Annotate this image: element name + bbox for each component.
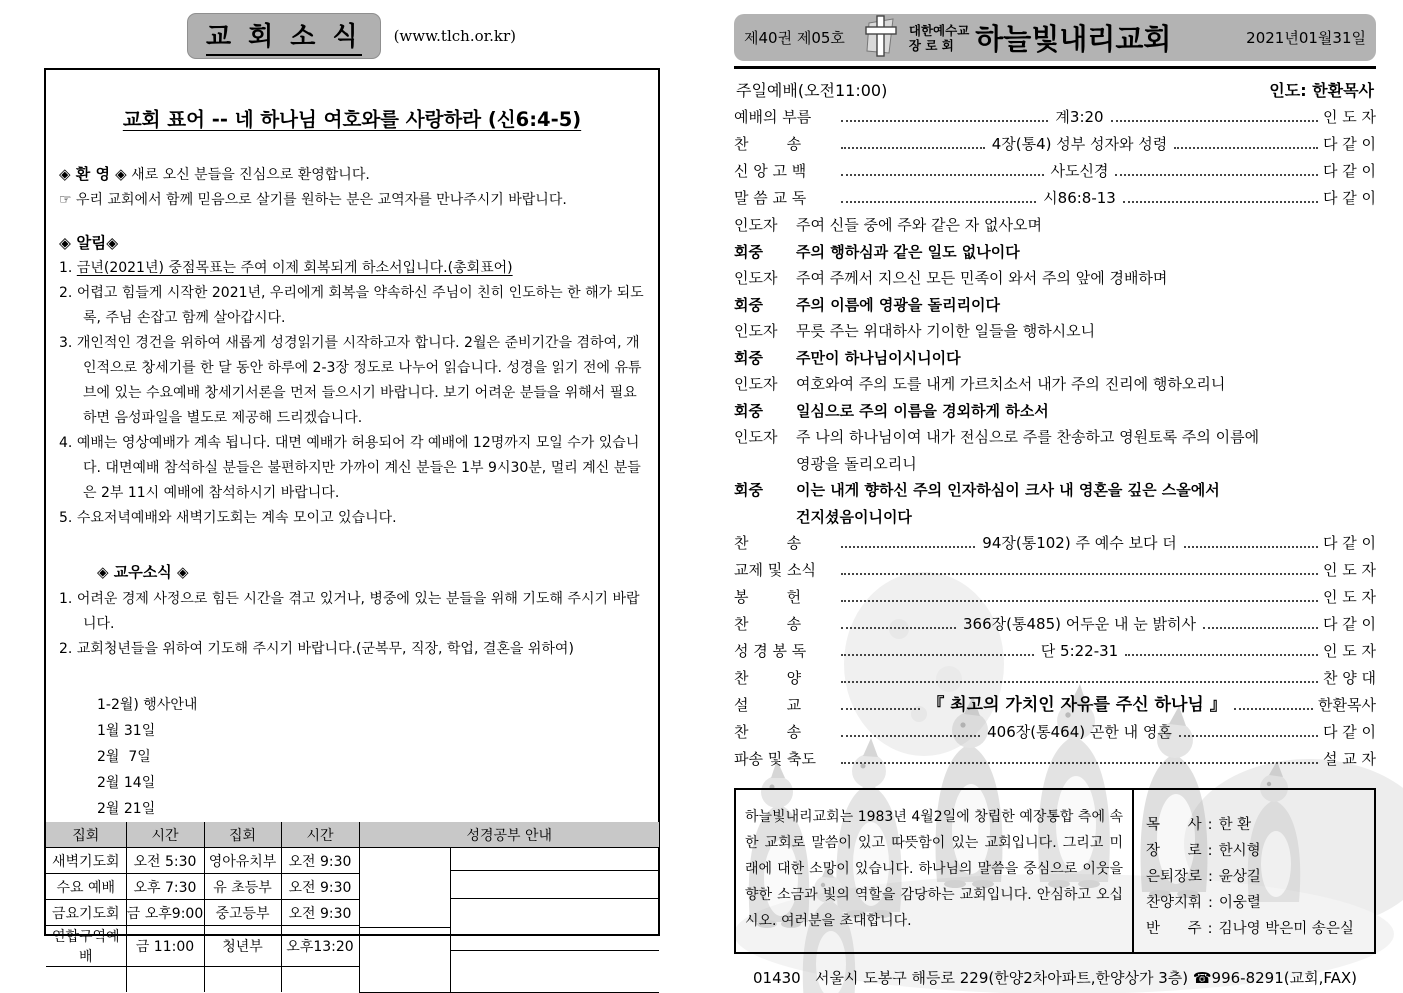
event-date: 2월 7일: [97, 749, 151, 765]
dotted-leader: [841, 762, 1318, 764]
dotted-leader: [841, 600, 1318, 602]
notice-item-text: 금년(2021년) 중점목표는 주여 이제 회복되게 하소서입니다.(총회표어): [76, 260, 513, 276]
member-news-text: 교회청년들을 위하여 기도해 주시기 바랍니다.(군복무, 직장, 학업, 결혼을 위하여): [76, 641, 574, 657]
responsive-reading-line: [734, 345, 1376, 372]
divider: [450, 898, 660, 899]
order-line: [734, 719, 1376, 746]
notice-item: [59, 331, 645, 431]
notice-item-text: 예배는 영상예배가 계속 됩니다. 대면 예배가 허용되어 각 예배에 12명까지 모일 수가 있습니다. 대면예배 참석하실 분들은 불편하지만 가까이 계신 분들은 1부 9시30분, 멀리 계신 분들은 2부 11시 예배에 참석하시기 바랍니다.: [76, 435, 641, 501]
notice-item-text: 개인적인 경건을 위하여 새롭게 성경읽기를 시작하고자 합니다. 2월은 준비기간을 겸하여, 개인적으로 창세기를 한 달 동안 하루에 2-3장 정도로 나누어 읽습니다. 성경을 읽기 전에 유튜브에 있는 수요예배 창세기서론을 먼저 들으시기 바랍니다. 보기 어려운 분들을 위해서 필요하면 음성파일을 별도로 제공해 드리겠습니다.: [76, 335, 642, 426]
responsive-reading-line: [734, 239, 1376, 266]
dotted-leader: [841, 573, 1318, 575]
table-cell: 금 오후9:00: [126, 900, 204, 926]
reading-text: 주여 주께서 지으신 모든 민족이 와서 주의 앞에 경배하며: [796, 269, 1168, 287]
dotted-leader: [1125, 654, 1318, 656]
staff-name: 김나영 박은미 송은실: [1218, 921, 1354, 937]
reading-text: 일심으로 주의 이름을 경외하게 하소서: [796, 401, 1049, 420]
staff-role: 목 사: [1146, 817, 1202, 833]
responsive-reading-line: [734, 477, 1376, 504]
reading-text: 건지셨음이니이다: [796, 507, 912, 526]
church-name: 하늘빛내리교회: [975, 22, 1172, 56]
order-item-label: 예배의 부름: [734, 108, 812, 126]
header-rule: [734, 66, 1376, 69]
staff-line: [1146, 916, 1368, 942]
order-item-content: 406장(통464) 곤한 내 영혼: [987, 723, 1172, 741]
dotted-leader: [841, 147, 985, 149]
church-website-url: (www.tlch.or.kr): [393, 27, 517, 45]
responsive-reading-line: [734, 292, 1376, 319]
dotted-leader: [1111, 120, 1318, 122]
reading-text: 여호와여 주의 도를 내게 가르치소서 내가 주의 진리에 행하오리니: [796, 375, 1226, 393]
staff-line: [1146, 864, 1368, 890]
order-item-by: 인 도 자: [1322, 588, 1376, 606]
order-line: [734, 665, 1376, 692]
order-item-label: 파송 및 축도: [734, 750, 816, 768]
order-item-by: 인 도 자: [1322, 642, 1376, 660]
reading-role: 회중: [734, 348, 763, 367]
dotted-leader: [841, 681, 1318, 683]
notice-item-text: 어렵고 힘들게 시작한 2021년, 우리에게 회복을 약속하신 주님이 친히 인도하는 한 해가 되도록, 주님 손잡고 함께 살아갑시다.: [76, 285, 644, 326]
table-cell: 유 초등부: [204, 874, 281, 900]
event-date: 2월 21일: [97, 801, 156, 817]
order-item-content: 94장(통102) 주 예수 보다 더: [982, 534, 1177, 552]
staff-line: [1146, 838, 1368, 864]
member-news-title: ◈ 교우소식 ◈: [97, 563, 189, 581]
table-cell: 오전 9:30: [281, 848, 359, 874]
notice-item-text: 수요저녁예배와 새벽기도회는 계속 모이고 있습니다.: [76, 510, 397, 526]
order-item-by: 다 같 이: [1322, 723, 1376, 741]
staff-name: 한시형: [1218, 843, 1261, 859]
order-item-by: 다 같 이: [1322, 615, 1376, 633]
cross-icon: [859, 15, 903, 61]
order-item-by: 한환목사: [1318, 696, 1377, 714]
order-line: [734, 584, 1376, 611]
colon: :: [1208, 869, 1213, 885]
dotted-leader: [1203, 627, 1318, 629]
notice-item-number: 4.: [59, 435, 73, 451]
reading-role: 인도자: [734, 375, 778, 393]
dotted-leader: [841, 627, 956, 629]
member-news-item: [59, 587, 645, 637]
staff-name: 한 환: [1218, 817, 1252, 833]
order-item-label: 설 교: [734, 696, 802, 714]
order-item-label: 신 앙 고 백: [734, 162, 807, 180]
order-line: [734, 746, 1376, 773]
church-info-box: [734, 788, 1376, 954]
order-item-label: 찬 송: [734, 135, 802, 153]
table-cell: 오전 9:30: [281, 874, 359, 900]
responsive-reading-line: [734, 504, 1376, 531]
dotted-leader: [841, 708, 920, 710]
divider: [360, 927, 450, 928]
reading-role: 인도자: [734, 322, 778, 340]
announcements-box: [44, 68, 660, 965]
service-title: 주일예배(오전11:00): [736, 81, 888, 100]
service-leader: 인도: 한환목사: [1269, 81, 1374, 100]
dotted-leader: [1179, 735, 1318, 737]
reading-role: [734, 451, 796, 478]
reading-text: 주의 행하심과 같은 일도 없나이다: [796, 242, 1020, 261]
events-schedule: [97, 692, 645, 822]
dotted-leader: [841, 654, 1034, 656]
notice-section-title: ◈ 알림◈: [59, 234, 119, 252]
responsive-reading-line: [734, 212, 1376, 239]
order-line: [734, 104, 1376, 131]
notice-item-number: 1.: [59, 260, 73, 276]
notice-item-number: 3.: [59, 335, 73, 351]
order-item-label: 찬 송: [734, 534, 802, 552]
sermon-title: 『 최고의 가치인 자유를 주신 하나님 』: [927, 695, 1227, 715]
responsive-reading-line: [734, 398, 1376, 425]
bulletin-header-bar: [734, 14, 1376, 61]
order-line: [734, 638, 1376, 665]
reading-role: 회중: [734, 481, 763, 499]
colon: :: [1208, 895, 1213, 911]
colon: :: [1207, 921, 1213, 937]
notice-item: [59, 256, 645, 281]
reading-role: 인도자: [734, 428, 778, 446]
denomination-line2: 장 로 회: [908, 37, 954, 53]
table-cell: 오전 5:30: [126, 848, 204, 874]
reading-role: 회중: [734, 295, 763, 314]
meeting-schedule-table: [46, 822, 659, 993]
column-header: 집회: [46, 822, 126, 848]
table-cell: [204, 967, 281, 993]
column-header: 성경공부 안내: [359, 822, 659, 848]
order-item-label: 교제 및 소식: [734, 561, 816, 579]
dotted-leader: [841, 174, 1044, 176]
dotted-leader: [841, 201, 1036, 203]
reading-text: 주만이 하나님이시니이다: [796, 348, 961, 367]
sermon-line: [734, 692, 1376, 719]
table-cell: 연합구역예배: [46, 926, 126, 967]
dotted-leader: [1123, 201, 1318, 203]
column-header: 집회: [204, 822, 281, 848]
divider: [450, 950, 660, 951]
order-item-by: 다 같 이: [1323, 189, 1377, 207]
table-cell: [126, 967, 204, 993]
member-news-text: 어려운 경제 사정으로 힘든 시간을 겪고 있거나, 병중에 있는 분들을 위해 기도해 주시기 바랍니다.: [76, 591, 640, 632]
masthead-title: 교 회 소 식: [206, 22, 362, 56]
responsive-reading-line: [734, 318, 1376, 345]
divider: [450, 870, 660, 871]
table-cell: 새벽기도회: [46, 848, 126, 874]
responsive-reading-line: [734, 451, 1376, 478]
order-item-label: 봉 헌: [734, 588, 802, 606]
reading-text: 영광을 돌리오리니: [796, 454, 917, 473]
church-description: 하늘빛내리교회는 1983년 4월2일에 창립한 예장통합 측에 속한 교회로 말씀이 있고 따뜻함이 있는 교회입니다. 그리고 미래에 대한 소망이 있습니다. 하나님의 말씀을 중심으로 이웃을 향한 소금과 빛의 역할을 감당하는 교회입니다. 안심하고 오십시오. 여러분을 초대합니다.: [736, 790, 1134, 952]
notice-item: [59, 506, 645, 531]
church-motto: 교회 표어 -- 네 하나님 여호와를 사랑하라 (신6:4-5): [122, 108, 582, 131]
order-item-by: 인 도 자: [1323, 108, 1377, 126]
member-news-number: 2.: [59, 641, 73, 657]
event-date: 2월 14일: [97, 775, 156, 791]
reading-text: 주여 신들 중에 주와 같은 자 없사오며: [796, 216, 1042, 234]
dotted-leader: [1184, 546, 1318, 548]
staff-role: 찬양지휘: [1146, 895, 1203, 911]
bible-study-notes-cell: [359, 848, 659, 993]
order-item-by: 다 같 이: [1322, 534, 1376, 552]
staff-role: 반 주: [1146, 921, 1202, 937]
table-cell: 금 11:00: [126, 926, 204, 967]
colon: :: [1207, 817, 1213, 833]
reading-role: 인도자: [734, 269, 778, 287]
staff-list: [1134, 790, 1374, 952]
staff-name: 이웅렬: [1218, 895, 1261, 911]
order-item-by: 다 같 이: [1322, 135, 1376, 153]
table-cell: 오전 9:30: [281, 900, 359, 926]
table-cell: 오후 7:30: [126, 874, 204, 900]
order-item-by: 찬 양 대: [1322, 669, 1376, 687]
reading-text: 주의 이름에 영광을 돌리리이다: [796, 295, 1001, 314]
church-address-footer: 01430 서울시 도봉구 해등로 229(한양2차아파트,한양상가 3층) ☎996-8291(교회,FAX): [753, 969, 1357, 987]
order-line: [734, 158, 1376, 185]
order-item-label: 찬 송: [734, 615, 802, 633]
order-item-by: 인 도 자: [1322, 561, 1376, 579]
bulletin-left-page: [44, 14, 660, 965]
reading-text: 이는 내게 향하신 주의 인자하심이 크사 내 영혼을 깊은 스올에서: [796, 481, 1220, 499]
staff-name: 윤상길: [1218, 869, 1261, 885]
notice-item: [59, 281, 645, 331]
order-item-content: 366장(통485) 어두운 내 눈 밝히사: [963, 615, 1196, 633]
order-item-label: 말 씀 교 독: [734, 189, 807, 207]
dotted-leader: [841, 735, 980, 737]
order-line: [734, 611, 1376, 638]
event-date: 1월 31일: [97, 723, 156, 739]
welcome-label: ◈ 환 영 ◈: [59, 165, 127, 183]
table-row: [46, 848, 659, 874]
issue-date: 2021년01월31일: [1246, 29, 1366, 47]
masthead: [44, 14, 660, 58]
dotted-leader: [841, 120, 1048, 122]
staff-role: 은퇴장로: [1146, 869, 1203, 885]
dotted-leader: [1174, 147, 1318, 149]
order-item-content: 사도신경: [1050, 162, 1109, 180]
member-news-item: [59, 637, 645, 662]
responsive-reading-line: [734, 371, 1376, 398]
reading-text: 주 나의 하나님이여 내가 전심으로 주를 찬송하고 영원토록 주의 이름에: [796, 428, 1260, 446]
masthead-title-box: [188, 14, 380, 58]
table-cell: [46, 967, 126, 993]
reading-role: [734, 504, 796, 531]
order-item-content: 단 5:22-31: [1040, 642, 1119, 660]
order-item-by: 설 교 자: [1322, 750, 1376, 768]
dotted-leader: [1234, 708, 1313, 710]
reading-role: 인도자: [734, 216, 778, 234]
order-item-label: 성 경 봉 독: [734, 642, 807, 660]
table-cell: 오후13:20: [281, 926, 359, 967]
order-item-content: 계3:20: [1055, 108, 1104, 126]
table-header-row: [46, 822, 659, 848]
column-header: 시간: [126, 822, 204, 848]
welcome-line: [59, 162, 645, 188]
welcome-text: 새로 오신 분들을 진심으로 환영합니다.: [126, 167, 370, 183]
table-cell: 수요 예배: [46, 874, 126, 900]
welcome-note: ☞ 우리 교회에서 함께 믿음으로 살기를 원하는 분은 교역자를 만나주시기 바랍니다.: [59, 192, 567, 208]
order-line: [734, 131, 1376, 158]
dotted-leader: [1115, 174, 1318, 176]
denomination-line1: 대한예수교: [908, 22, 970, 38]
service-title-line: [736, 78, 1374, 101]
staff-line: [1146, 812, 1368, 838]
announcements-body: [46, 70, 658, 822]
order-line: [734, 530, 1376, 557]
order-item-label: 찬 송: [734, 723, 802, 741]
table-cell: 중고등부: [204, 900, 281, 926]
notice-item-number: 5.: [59, 510, 73, 526]
table-cell: 청년부: [204, 926, 281, 967]
responsive-reading-line: [734, 265, 1376, 292]
member-news-number: 1.: [59, 591, 73, 607]
reading-role: 회중: [734, 401, 763, 420]
order-item-content: 4장(통4) 성부 성자와 성령: [991, 135, 1168, 153]
bulletin-right-page: [734, 14, 1376, 988]
reading-text: 무릇 주는 위대하사 기이한 일들을 행하시오니: [796, 322, 1096, 340]
order-item-content: 시86:8-13: [1043, 189, 1116, 207]
denomination: [909, 23, 969, 53]
table-cell: [281, 967, 359, 993]
colon: :: [1207, 843, 1213, 859]
order-line: [734, 185, 1376, 212]
table-cell: 금요기도회: [46, 900, 126, 926]
order-line: [734, 557, 1376, 584]
staff-line: [1146, 890, 1368, 916]
dotted-leader: [841, 546, 975, 548]
reading-role: 회중: [734, 242, 763, 261]
notice-item: [59, 431, 645, 506]
order-item-by: 다 같 이: [1323, 162, 1377, 180]
column-header: 시간: [281, 822, 359, 848]
staff-role: 장 로: [1146, 843, 1202, 859]
events-title: 1-2월) 행사안내: [97, 697, 198, 713]
responsive-reading-line: [734, 424, 1376, 451]
table-cell: 영아유치부: [204, 848, 281, 874]
order-item-label: 찬 양: [734, 669, 802, 687]
notice-item-number: 2.: [59, 285, 73, 301]
volume-issue: 제40권 제05호: [744, 29, 845, 47]
